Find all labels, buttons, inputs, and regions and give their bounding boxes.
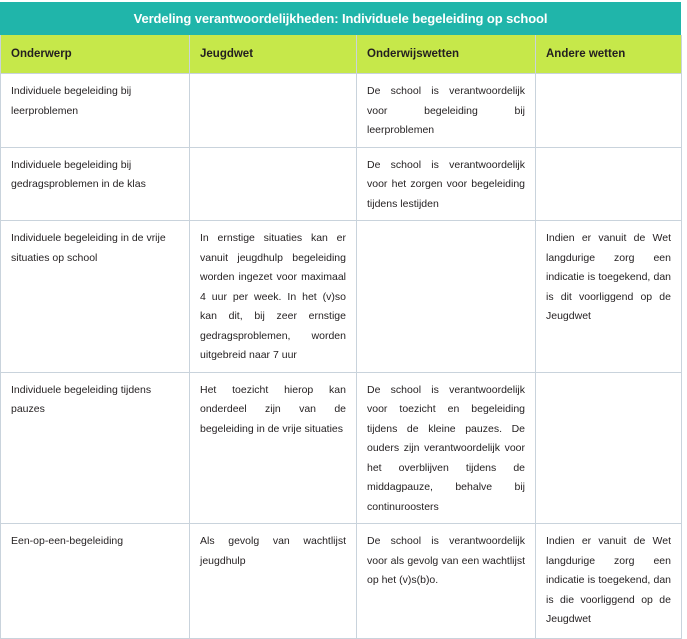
cell-onderwerp: Individuele begeleiding bij gedragsproblemen in de klas	[1, 147, 190, 221]
cell-andere-wetten: Indien er vanuit de Wet langdurige zorg een indicatie is toegekend, dan is dit voorliggend op de Jeugdwet	[536, 221, 682, 373]
cell-andere-wetten	[536, 372, 682, 524]
cell-jeugdwet: Als gevolg van wachtlijst jeugdhulp	[190, 524, 357, 639]
cell-jeugdwet: In ernstige situaties kan er vanuit jeugdhulp begeleiding worden ingezet voor maximaal 4 uur per week. In het (v)so kan dit, bij zeer ernstige gedragsproblemen, worden uitgebreid naar 7 uur	[190, 221, 357, 373]
cell-onderwijswetten: De school is verantwoordelijk voor begeleiding bij leerproblemen	[357, 74, 536, 148]
cell-andere-wetten	[536, 147, 682, 221]
cell-onderwijswetten: De school is verantwoordelijk voor het zorgen voor begeleiding tijdens lestijden	[357, 147, 536, 221]
cell-andere-wetten: Indien er vanuit de Wet langdurige zorg een indicatie is toegekend, dan is die voorliggend op de Jeugdwet	[536, 524, 682, 639]
header-jeugdwet: Jeugdwet	[190, 35, 357, 74]
cell-jeugdwet	[190, 74, 357, 148]
cell-onderwerp: Een-op-een-begeleiding	[1, 524, 190, 639]
cell-onderwijswetten	[357, 221, 536, 373]
table-row	[1, 524, 682, 639]
table-row	[1, 372, 682, 524]
header-onderwijswetten: Onderwijswetten	[357, 35, 536, 74]
header-row	[1, 35, 682, 74]
cell-andere-wetten	[536, 74, 682, 148]
table-row	[1, 74, 682, 148]
header-onderwerp: Onderwerp	[1, 35, 190, 74]
table-row	[1, 221, 682, 373]
cell-jeugdwet: Het toezicht hierop kan onderdeel zijn van de begeleiding in de vrije situaties	[190, 372, 357, 524]
cell-onderwerp: Individuele begeleiding tijdens pauzes	[1, 372, 190, 524]
cell-onderwerp: Individuele begeleiding in de vrije situaties op school	[1, 221, 190, 373]
header-andere-wetten: Andere wetten	[536, 35, 682, 74]
table-title: Verdeling verantwoordelijkheden: Individuele begeleiding op school	[0, 2, 681, 35]
cell-onderwijswetten: De school is verantwoordelijk voor toezicht en begeleiding tijdens de kleine pauzes. De ouders zijn verantwoordelijk voor het overblijven tijdens de middagpauze, behalve bij continuroosters	[357, 372, 536, 524]
cell-onderwerp: Individuele begeleiding bij leerproblemen	[1, 74, 190, 148]
cell-onderwijswetten: De school is verantwoordelijk voor als gevolg van een wachtlijst op het (v)s(b)o.	[357, 524, 536, 639]
cell-jeugdwet	[190, 147, 357, 221]
table-row	[1, 147, 682, 221]
responsibility-table	[0, 35, 682, 639]
